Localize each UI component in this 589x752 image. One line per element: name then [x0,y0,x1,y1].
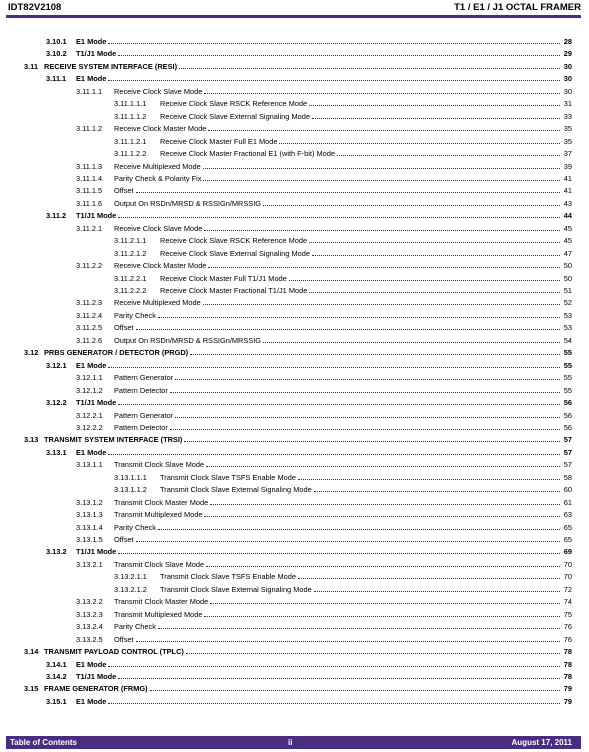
toc-entry-page: 33 [563,111,572,121]
toc-entry[interactable] [76,185,572,196]
toc-entry-title: Receive Clock Master Full E1 Mode [160,136,278,146]
dot-leader [136,328,560,330]
toc-entry-number: 3.10.1 [46,37,67,46]
toc-entry-number: 3.13.2.3 [76,609,103,619]
toc-entry[interactable] [114,148,572,159]
dot-leader [204,615,560,617]
dot-leader [208,129,560,131]
toc-entry-number: 3.13.2.5 [76,634,103,644]
toc-entry-page: 69 [563,547,572,557]
toc-entry-title: Transmit Clock Slave TSFS Enable Mode [160,572,296,582]
toc-entry[interactable] [76,86,572,97]
toc-entry-number: 3.13.2.1.1 [114,572,147,582]
toc-entry[interactable] [46,73,572,84]
toc-entry-title: Receive Clock Master Fractional T1/J1 Mode [160,286,308,295]
toc-entry[interactable] [46,360,572,371]
toc-entry-number: 3.11.2 [46,211,67,221]
toc-entry-number: 3.13.2.2 [76,597,103,607]
toc-entry-page: 41 [563,186,572,196]
toc-entry[interactable] [76,123,572,134]
dot-leader [210,503,560,505]
toc-entry[interactable] [114,285,572,296]
toc-entry-title: Transmit Multiplexed Mode [114,510,203,520]
toc-entry-page: 56 [563,422,572,432]
toc-entry-page: 50 [563,261,572,271]
toc-entry-title: Parity Check [114,522,156,532]
toc-entry-title: Receive Multiplexed Mode [114,298,201,308]
toc-entry[interactable] [76,459,572,470]
toc-entry-number: 3.13.1.4 [76,522,103,532]
toc-entry-page: 28 [563,37,572,46]
toc-entry[interactable] [46,447,572,458]
toc-entry[interactable] [46,36,572,47]
toc-entry-title: Receive Multiplexed Mode [114,161,201,171]
dot-leader [108,42,560,44]
toc-entry[interactable] [114,273,572,284]
toc-entry-number: 3.11.2.5 [76,323,103,333]
dot-leader [186,652,560,654]
toc-entry-page: 45 [563,223,572,233]
toc-entry-page: 55 [563,348,572,358]
toc-entry-page: 60 [563,485,572,495]
toc-entry-number: 3.11.2.1.1 [114,236,147,246]
dot-leader [108,366,560,368]
document-id: IDT82V2108 [8,2,62,13]
toc-entry[interactable] [76,297,572,308]
toc-entry[interactable] [46,48,572,59]
toc-entry-title: Transmit Clock Slave External Signaling Mode [160,584,312,594]
dot-leader [108,79,560,81]
toc-entry-number: 3.11.1.4 [76,173,103,183]
toc-entry-page: 57 [563,435,572,445]
toc-entry-title: E1 Mode [76,696,107,706]
dot-leader [314,490,560,492]
toc-entry-number: 3.11.1.5 [76,186,103,196]
toc-entry-page: 61 [563,497,572,507]
toc-entry-number: 3.14.1 [46,659,67,669]
toc-entry-title: Transmit Clock Slave TSFS Enable Mode [160,472,296,482]
toc-entry-page: 37 [563,149,572,159]
toc-entry-number: 3.11.2.2.2 [114,286,147,295]
toc-entry-title: Parity Check & Polarity Fix [114,173,202,183]
toc-entry[interactable] [114,571,572,582]
toc-entry[interactable] [76,260,572,271]
toc-entry-page: 30 [563,86,572,96]
toc-entry-number: 3.12.1.1 [76,373,103,383]
dot-leader [337,154,560,156]
toc-entry-title: Receive Clock Slave Mode [114,223,203,233]
toc-entry-title: Receive Clock Master Fractional E1 (with F-bit) Mode [160,149,335,159]
page-footer [6,736,581,749]
toc-entry-page: 29 [563,49,572,59]
toc-entry-number: 3.15 [24,684,39,694]
dot-leader [309,104,560,106]
toc-entry[interactable] [46,696,572,707]
dot-leader [298,478,560,480]
toc-entry-number: 3.13.1.3 [76,510,103,520]
toc-entry-page: 47 [563,248,572,258]
toc-entry-title: Offset [114,634,134,644]
dot-leader [118,552,560,554]
toc-entry[interactable] [46,659,572,670]
toc-entry-title: Transmit Clock Slave External Signaling Mode [160,485,312,495]
toc-entry-title: Transmit Clock Master Mode [114,497,209,507]
dot-leader [136,191,560,193]
toc-entry-number: 3.13.2.1.2 [114,584,147,594]
toc-entry-number: 3.13.2 [46,547,67,557]
toc-entry-page: 76 [563,634,572,644]
dot-leader [206,465,560,467]
page-number: ii [288,738,293,747]
toc-entry[interactable] [114,235,572,246]
toc-entry[interactable] [76,596,572,607]
toc-entry-page: 65 [563,522,572,532]
toc-entry-title: Transmit Clock Slave Mode [114,460,205,470]
dot-leader [136,640,560,642]
toc-entry-title: T1/J1 Mode [76,547,117,557]
toc-entry-page: 52 [563,298,572,308]
toc-entry-page: 78 [563,647,572,657]
toc-entry-page: 74 [563,597,572,607]
toc-entry-page: 70 [563,572,572,582]
toc-entry-number: 3.11.2.4 [76,310,103,320]
toc-entry-title: Receive Clock Slave External Signaling Mode [160,248,310,258]
toc-entry[interactable] [46,210,572,221]
toc-entry-title: Transmit Clock Master Mode [114,597,209,607]
toc-entry[interactable] [114,136,572,147]
toc-entry-page: 39 [563,161,572,171]
toc-entry[interactable] [114,111,572,122]
toc-entry-page: 31 [563,99,572,109]
dot-leader [190,353,560,355]
dot-leader [203,167,560,169]
toc-entry-page: 30 [563,61,572,71]
toc-entry-number: 3.11.1.2.1 [114,136,147,146]
toc-entry[interactable] [114,248,572,259]
toc-entry-number: 3.11.1.1.2 [114,111,147,121]
dot-leader [118,54,560,56]
dot-leader [158,316,560,318]
toc-entry-number: 3.11.2.1.2 [114,248,147,258]
dot-leader [184,440,560,442]
toc-entry[interactable] [24,61,572,72]
toc-entry-number: 3.11.2.1 [76,223,103,233]
toc-entry-page: 43 [563,198,572,208]
dot-leader [118,403,560,405]
dot-leader [312,254,560,256]
toc-entry-page: 65 [563,535,572,544]
toc-entry-title: Pattern Generator [114,373,174,383]
toc-entry-number: 3.13.1.5 [76,535,103,544]
dot-leader [263,204,560,206]
toc-entry-page: 79 [563,684,572,694]
toc-entry[interactable] [76,161,572,172]
toc-entry-page: 76 [563,622,572,632]
toc-entry[interactable] [24,646,572,657]
footer-date: August 17, 2011 [511,738,572,747]
toc-entry-title: Receive Clock Slave RSCK Reference Mode [160,99,308,109]
dot-leader [108,453,560,455]
toc-entry[interactable] [76,173,572,184]
toc-entry-page: 57 [563,447,572,457]
toc-entry-number: 3.11.2.6 [76,335,103,345]
toc-entry-page: 50 [563,273,572,283]
toc-entry-number: 3.11 [24,61,38,71]
toc-entry-title: T1/J1 Mode [76,211,117,221]
toc-entry-number: 3.13.1.1.1 [114,472,147,482]
dot-leader [204,229,560,231]
toc-entry-number: 3.15.1 [46,696,67,706]
toc-entry-title: Receive Clock Slave Mode [114,86,203,96]
toc-entry[interactable] [46,397,572,408]
dot-leader [108,665,560,667]
toc-entry[interactable] [24,347,572,358]
footer-section-name: Table of Contents [10,738,77,747]
toc-entry-page: 30 [563,74,572,84]
toc-entry-title: T1/J1 Mode [76,398,117,408]
toc-entry-number: 3.11.1.2.2 [114,149,147,159]
dot-leader [263,341,560,343]
toc-entry-number: 3.13 [24,435,39,445]
document-title: T1 / E1 / J1 OCTAL FRAMER [454,2,581,13]
dot-leader [279,142,560,144]
toc-entry-title: Offset [114,323,134,333]
toc-entry[interactable] [76,322,572,333]
toc-entry-title: E1 Mode [76,447,107,457]
toc-entry-page: 51 [563,286,572,295]
toc-entry[interactable] [46,671,572,682]
toc-entry-number: 3.13.1.2 [76,497,103,507]
dot-leader [203,179,560,181]
toc-entry-number: 3.12.2 [46,398,67,408]
dot-leader [312,117,560,119]
toc-entry[interactable] [76,310,572,321]
toc-entry-page: 44 [563,211,572,221]
toc-entry-page: 45 [563,236,572,246]
toc-entry[interactable] [24,434,572,445]
toc-entry-title: E1 Mode [76,360,107,370]
dot-leader [175,378,560,380]
toc-entry-title: Receive Clock Master Full T1/J1 Mode [160,273,287,283]
page-header [6,1,581,15]
toc-entry-number: 3.11.2.2.1 [114,273,147,283]
toc-entry-number: 3.11.1.2 [76,124,103,134]
toc-entry-number: 3.13.1 [46,447,67,457]
toc-entry-number: 3.12.1 [46,360,67,370]
toc-entry[interactable] [76,621,572,632]
toc-entry-number: 3.13.2.1 [76,559,103,569]
toc-entry[interactable] [76,559,572,570]
toc-entry-page: 75 [563,609,572,619]
toc-entry-title: Transmit Clock Slave Mode [114,559,205,569]
toc-entry[interactable] [76,522,572,533]
toc-entry[interactable] [114,484,572,495]
toc-entry-title: Offset [114,186,134,196]
toc-entry-title: Receive Clock Slave RSCK Reference Mode [160,236,308,246]
toc-entry-page: 56 [563,398,572,408]
toc-entry[interactable] [76,198,572,209]
toc-entry[interactable] [114,472,572,483]
dot-leader [170,428,560,430]
toc-entry-page: 55 [563,385,572,395]
toc-entry-title: Pattern Detector [114,385,168,395]
toc-entry[interactable] [76,223,572,234]
toc-entry[interactable] [76,372,572,383]
toc-entry[interactable] [114,98,572,109]
toc-entry[interactable] [76,534,572,545]
dot-leader [118,677,560,679]
toc-entry[interactable] [76,410,572,421]
toc-entry-title: Output On RSDn/MRSD & RSSIGn/MRSSIG [114,335,262,345]
toc-entry-title: Parity Check [114,622,156,632]
dot-leader [179,67,560,69]
dot-leader [204,92,560,94]
toc-entry-title: Offset [114,535,134,544]
toc-entry-page: 72 [563,584,572,594]
toc-entry-title: PRBS GENERATOR / DETECTOR (PRGD) [44,348,189,358]
dot-leader [118,216,560,218]
toc-entry-title: Output On RSDn/MRSD & RSSIGn/MRSSIG [114,198,262,208]
toc-entry[interactable] [76,509,572,520]
toc-entry-page: 63 [563,510,572,520]
toc-entry-page: 53 [563,310,572,320]
dot-leader [208,266,560,268]
dot-leader [150,689,560,691]
toc-entry-page: 56 [563,410,572,420]
toc-entry-title: T1/J1 Mode [76,671,117,681]
dot-leader [309,291,560,293]
dot-leader [158,528,560,530]
toc-entry-page: 78 [563,671,572,681]
toc-entry[interactable] [76,634,572,645]
toc-entry-number: 3.11.1.1 [76,86,103,96]
toc-entry-title: E1 Mode [76,659,107,669]
toc-entry-number: 3.12 [24,348,39,358]
toc-entry-title: T1/J1 Mode [76,49,117,59]
toc-entry-number: 3.11.2.2 [76,261,103,271]
toc-entry-number: 3.11.1.6 [76,198,103,208]
toc-entry-title: TRANSMIT PAYLOAD CONTROL (TPLC) [44,647,184,657]
dot-leader [309,241,560,243]
toc-entry-title: E1 Mode [76,37,107,46]
dot-leader [170,391,560,393]
toc-entry[interactable] [46,546,572,557]
toc-entry-number: 3.14 [24,647,39,657]
toc-entry-page: 55 [563,373,572,383]
toc-entry[interactable] [24,683,572,694]
dot-leader [204,515,560,517]
toc-entry[interactable] [76,385,572,396]
toc-entry-number: 3.14.2 [46,671,67,681]
toc-entry-number: 3.13.1.1 [76,460,103,470]
dot-leader [210,602,560,604]
toc-entry-number: 3.11.2.3 [76,298,103,308]
toc-entry-page: 54 [563,335,572,345]
dot-leader [108,702,560,704]
toc-entry-page: 35 [563,124,572,134]
toc-entry-page: 58 [563,472,572,482]
dot-leader [206,565,560,567]
toc-entry[interactable] [114,584,572,595]
dot-leader [203,303,560,305]
toc-entry-page: 41 [563,173,572,183]
dot-leader [314,590,560,592]
toc-entry-page: 78 [563,659,572,669]
toc-entry[interactable] [76,335,572,346]
toc-entry-number: 3.12.1.2 [76,385,103,395]
toc-entry-title: Receive Clock Master Mode [114,124,207,134]
dot-leader [298,577,560,579]
toc-entry[interactable] [76,422,572,433]
dot-leader [158,627,560,629]
toc-entry-title: FRAME GENERATOR (FRMG) [44,684,148,694]
toc-entry-page: 53 [563,323,572,333]
toc-entry-number: 3.11.1.3 [76,161,103,171]
toc-entry-title: E1 Mode [76,74,107,84]
toc-entry-title: Transmit Multiplexed Mode [114,609,203,619]
toc-entry-number: 3.13.2.4 [76,622,103,632]
toc-entry-number: 3.10.2 [46,49,67,59]
toc-entry-number: 3.11.1 [46,74,67,84]
toc-entry[interactable] [76,609,572,620]
toc-entry-page: 35 [563,136,572,146]
toc-entry-title: Pattern Generator [114,410,174,420]
dot-leader [289,279,560,281]
dot-leader [175,416,560,418]
toc-entry[interactable] [76,497,572,508]
header-rule [6,15,581,18]
toc-entry-number: 3.11.1.1.1 [114,99,147,109]
toc-entry-title: Parity Check [114,310,156,320]
toc-entry-page: 55 [563,360,572,370]
toc-entry-number: 3.12.2.2 [76,422,103,432]
dot-leader [136,540,560,542]
toc-entry-title: Pattern Detector [114,422,168,432]
toc-entry-page: 79 [563,696,572,706]
toc-entry-number: 3.12.2.1 [76,410,103,420]
toc-entry-page: 57 [563,460,572,470]
toc-entry-title: RECEIVE SYSTEM INTERFACE (RESI) [44,61,178,71]
toc-entry-page: 70 [563,559,572,569]
toc-entry-title: Receive Clock Slave External Signaling Mode [160,111,310,121]
toc-entry-title: TRANSMIT SYSTEM INTERFACE (TRSI) [44,435,183,445]
toc-entry-title: Receive Clock Master Mode [114,261,207,271]
toc-entry-number: 3.13.1.1.2 [114,485,147,495]
